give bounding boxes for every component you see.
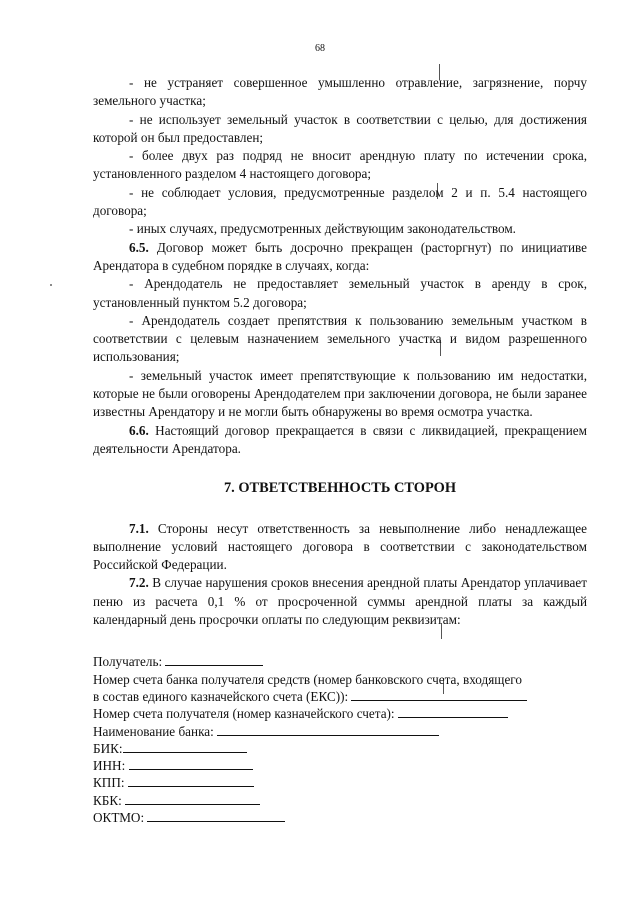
document-body [93,74,587,826]
clause-text: Настоящий договор прекращается в связи с ликвидацией, прекращением деятельности Арендатора. [93,422,587,456]
clause-text: В случае нарушения сроков внесения арендной платы Арендатор уплачивает пеню из расчета 0,1 % от просроченной суммы арендной платы за каждый календарный день просрочки оплаты по следующим реквизитам: [93,575,587,628]
list-item: - иных случаях, предусмотренных действующим законодательством. [129,221,516,237]
field-label: Получатель: [93,654,163,670]
list-item: - Арендодатель создает препятствия к пользованию земельным участком в соответствии с целевым назначением земельного участка и видом разрешенного использования; [93,312,587,365]
blank-line[interactable] [129,757,253,770]
bik-field [93,740,587,757]
field-label: в состав единого казначейского счета (ЕКС)): [93,688,349,704]
field-label: ИНН: [93,758,126,774]
blank-line[interactable] [217,723,439,736]
clause-number: 7.1. [129,520,149,536]
clause-7-1 [93,520,587,575]
blank-line[interactable] [398,705,508,718]
blank-line[interactable] [123,740,247,753]
bank-account-label: Номер счета банка получателя средств (номер банковского счета, входящего [93,671,522,687]
clause-6-6 [93,422,587,459]
field-label: ОКТМО: [93,809,145,825]
field-label: Номер счета получателя (номер казначейского счета): [93,706,395,722]
clause-text: Договор может быть досрочно прекращен (расторгнут) по инициативе Арендатора в судебном порядке в случаях, когда: [93,239,587,273]
field-label: Наименование банка: [93,723,214,739]
field-label: БИК: [93,740,123,756]
list-item: - Арендодатель не предоставляет земельный участок в аренду в срок, установленный пунктом 5.2 договора; [93,276,587,310]
recipient-field [93,653,587,670]
clause-number: 7.2. [129,575,149,591]
list-item: - земельный участок имеет препятствующие к пользованию им недостатки, которые не были оговорены Арендодателем при заключении договора, не были заранее известны Арендатору и не могли быть обнаружены во время осмотра участка. [93,367,587,420]
kpp-field [93,774,587,791]
field-label: КПП: [93,775,125,791]
blank-line[interactable] [351,688,527,701]
kbk-field [93,792,587,809]
clause-6-5 [93,239,587,276]
clause-text: Стороны несут ответственность за невыполнение либо ненадлежащее выполнение условий настоящего договора в соответствии с законодательством Российской Федерации. [93,520,587,573]
blank-line[interactable] [165,653,263,666]
section-title: 7. ОТВЕТСТВЕННОСТЬ СТОРОН [223,480,457,497]
list-item: - не соблюдает условия, предусмотренные разделом 2 и п. 5.4 настоящего договора; [93,184,587,219]
page-number: 68 [315,43,325,54]
oktmo-field [93,809,587,826]
inn-field [93,757,587,774]
bank-account-field [93,688,587,705]
list-item: - не устраняет совершенное умышленно отравление, загрязнение, порчу земельного участка; [93,75,587,109]
blank-line[interactable] [128,774,254,787]
clause-number: 6.5. [129,239,149,255]
clause-7-2 [93,574,587,629]
field-label: КБК: [93,792,122,808]
blank-line[interactable] [147,809,285,822]
bank-name-field [93,723,587,740]
blank-line[interactable] [125,792,260,805]
clause-number: 6.6. [129,422,149,438]
treasury-account-field [93,705,587,722]
list-item: - более двух раз подряд не вносит арендную плату по истечении срока, установленного разделом 4 настоящего договора; [93,148,587,182]
scan-speck [50,284,52,286]
list-item: - не использует земельный участок в соответствии с целью, для достижения которой он был предоставлен; [93,111,587,145]
